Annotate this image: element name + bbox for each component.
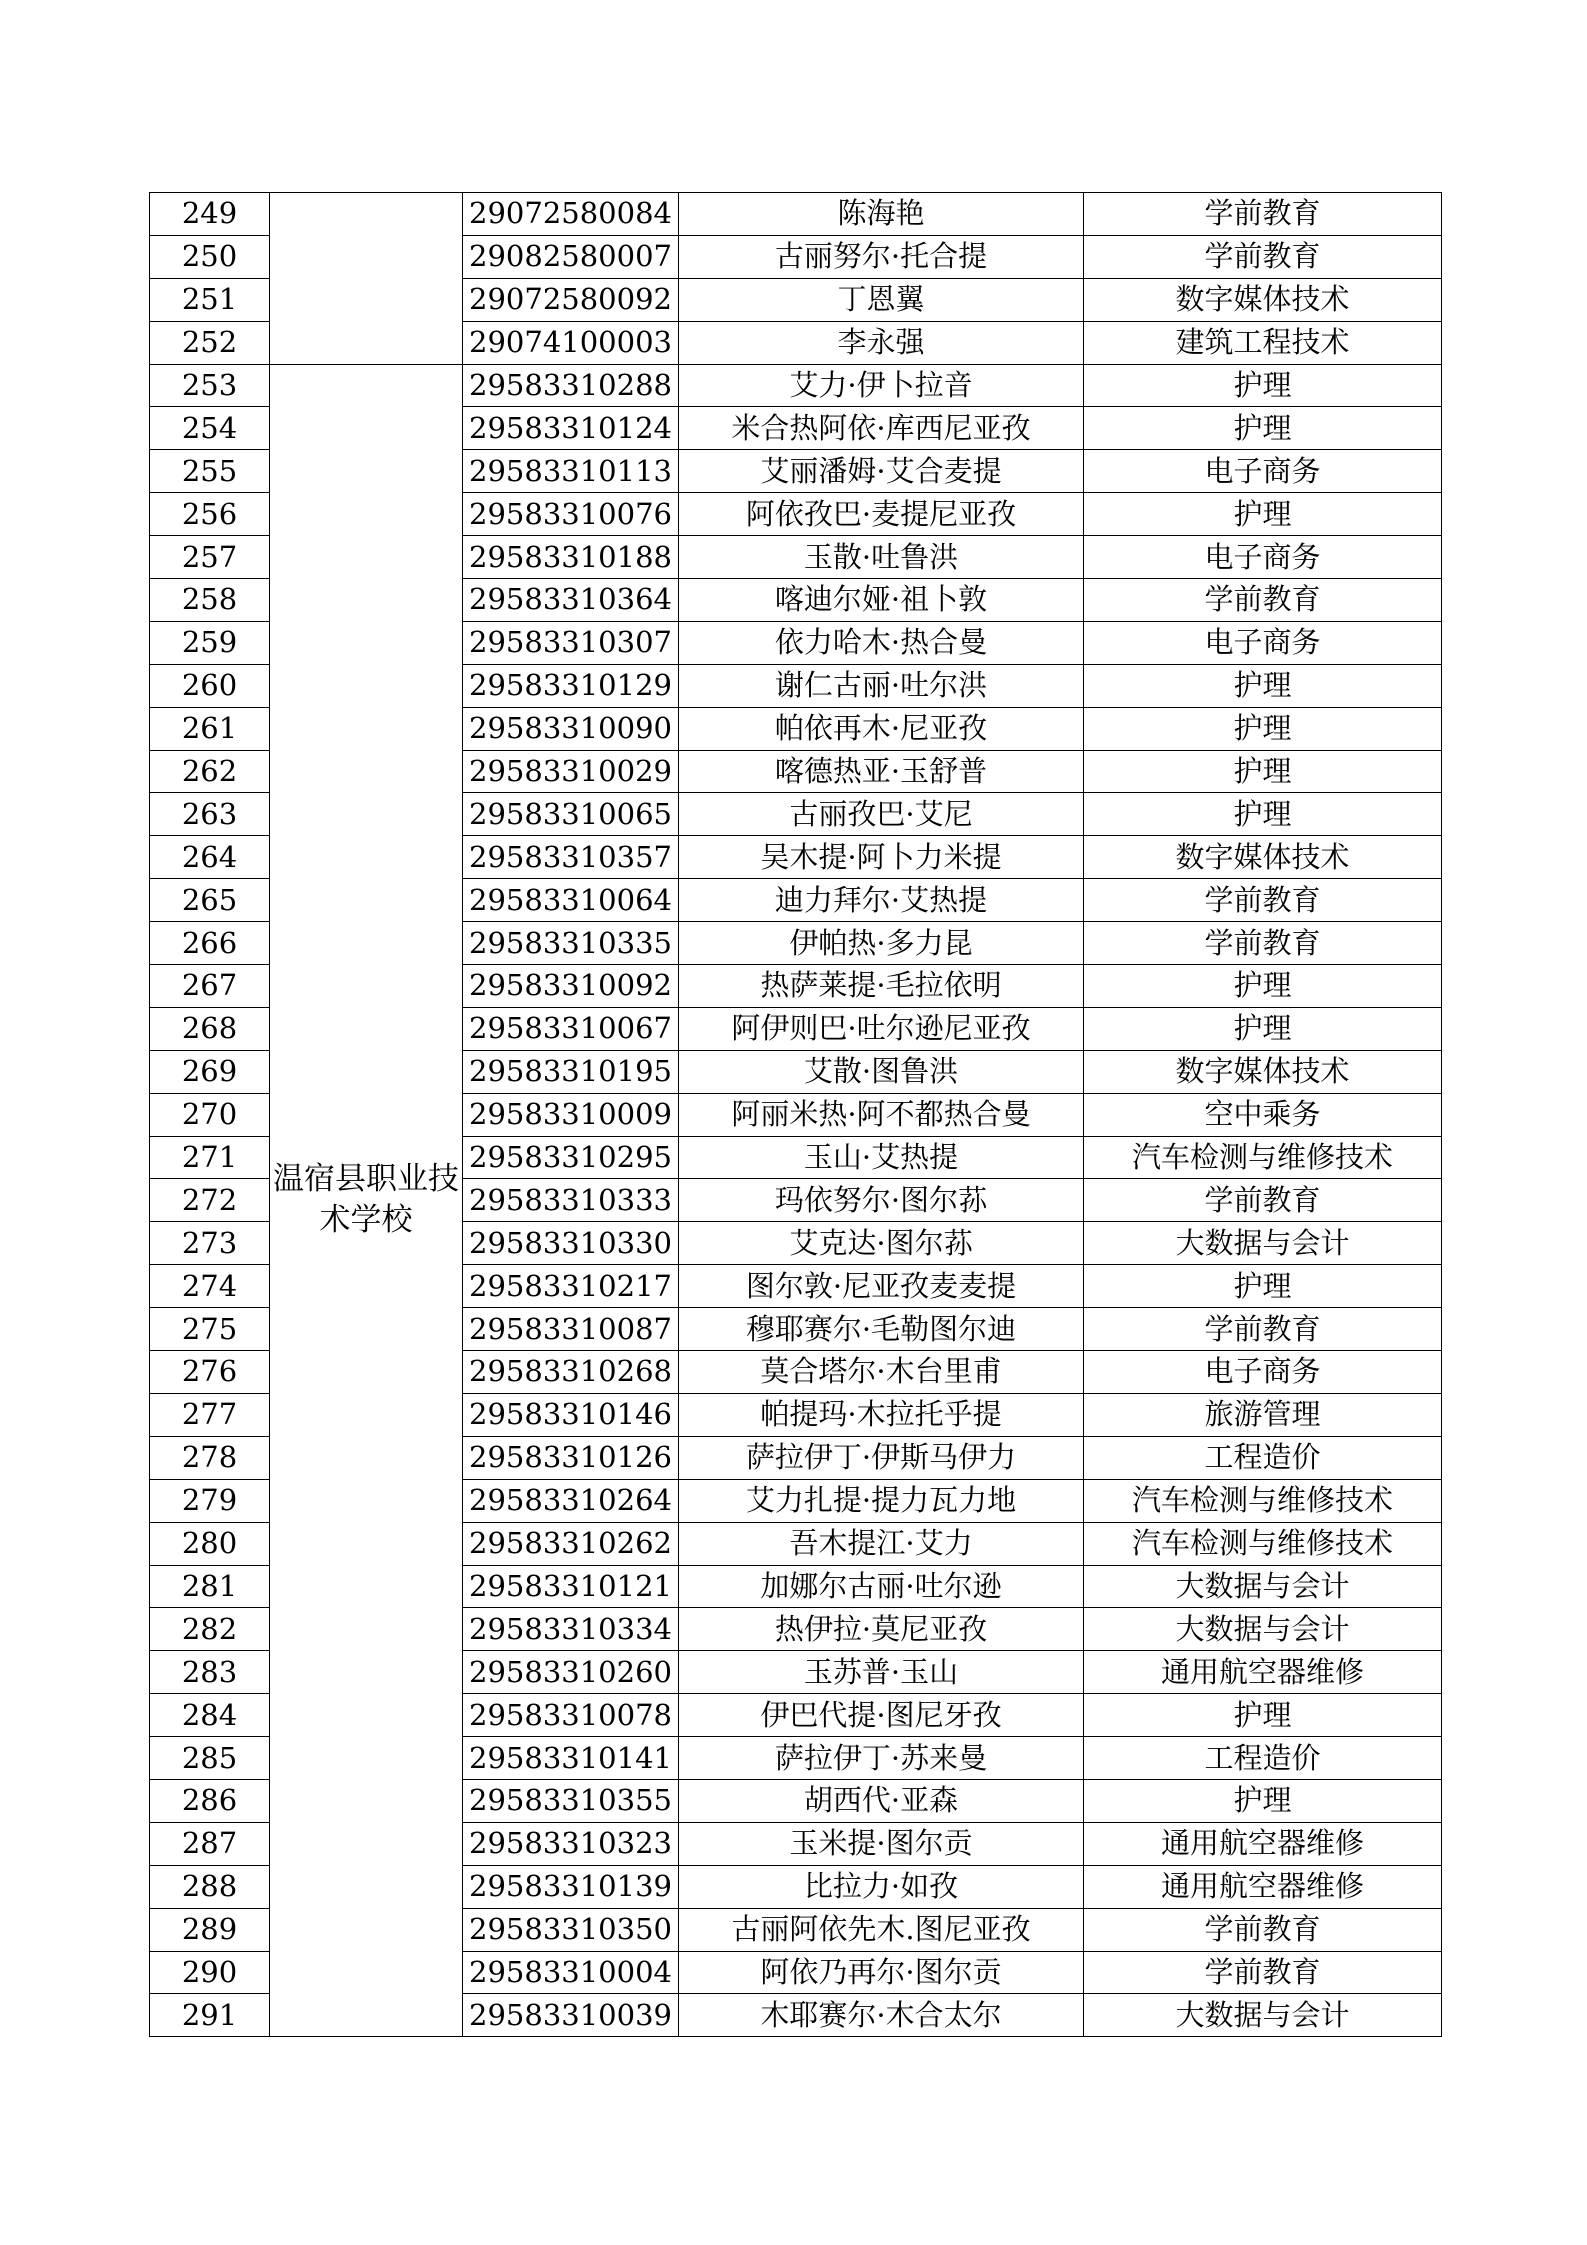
exam-id-cell: 29583310357 — [463, 836, 679, 879]
exam-id-cell: 29583310288 — [463, 364, 679, 407]
major-cell: 通用航空器维修 — [1084, 1865, 1442, 1908]
major-cell: 大数据与会计 — [1084, 1222, 1442, 1265]
exam-id-cell: 29583310330 — [463, 1222, 679, 1265]
row-number-cell: 278 — [150, 1436, 270, 1479]
row-number-cell: 265 — [150, 879, 270, 922]
row-number-cell: 252 — [150, 321, 270, 364]
exam-id-cell: 29583310067 — [463, 1007, 679, 1050]
exam-id-cell: 29583310065 — [463, 793, 679, 836]
row-number-cell: 251 — [150, 278, 270, 321]
row-number-cell: 289 — [150, 1908, 270, 1951]
exam-id-cell: 29583310004 — [463, 1951, 679, 1994]
row-number-cell: 263 — [150, 793, 270, 836]
student-table-body — [150, 193, 1442, 2037]
row-number-cell: 261 — [150, 707, 270, 750]
major-cell: 护理 — [1084, 493, 1442, 536]
student-name-cell: 伊巴代提·图尼牙孜 — [679, 1694, 1084, 1737]
student-name-cell: 古丽阿依先木.图尼亚孜 — [679, 1908, 1084, 1951]
major-cell: 护理 — [1084, 407, 1442, 450]
major-cell: 护理 — [1084, 1265, 1442, 1308]
exam-id-cell: 29583310334 — [463, 1608, 679, 1651]
major-cell: 护理 — [1084, 1007, 1442, 1050]
student-name-cell: 米合热阿依·库西尼亚孜 — [679, 407, 1084, 450]
student-name-cell: 比拉力·如孜 — [679, 1865, 1084, 1908]
school-line: 温宿县职业技 — [273, 1160, 459, 1197]
major-cell: 学前教育 — [1084, 193, 1442, 236]
exam-id-cell: 29583310355 — [463, 1779, 679, 1822]
exam-id-cell: 29583310264 — [463, 1479, 679, 1522]
exam-id-cell: 29583310146 — [463, 1393, 679, 1436]
major-cell: 数字媒体技术 — [1084, 278, 1442, 321]
major-cell: 护理 — [1084, 707, 1442, 750]
row-number-cell: 280 — [150, 1522, 270, 1565]
exam-id-cell: 29583310126 — [463, 1436, 679, 1479]
student-name-cell: 艾丽潘姆·艾合麦提 — [679, 450, 1084, 493]
student-name-cell: 萨拉伊丁·伊斯马伊力 — [679, 1436, 1084, 1479]
exam-id-cell: 29074100003 — [463, 321, 679, 364]
student-name-cell: 热伊拉·莫尼亚孜 — [679, 1608, 1084, 1651]
major-cell: 学前教育 — [1084, 1308, 1442, 1351]
student-name-cell: 热萨莱提·毛拉依明 — [679, 965, 1084, 1008]
major-cell: 数字媒体技术 — [1084, 836, 1442, 879]
student-name-cell: 古丽孜巴·艾尼 — [679, 793, 1084, 836]
student-name-cell: 木耶赛尔·木合太尔 — [679, 1994, 1084, 2037]
row-number-cell: 281 — [150, 1565, 270, 1608]
major-cell: 护理 — [1084, 1694, 1442, 1737]
exam-id-cell: 29583310323 — [463, 1822, 679, 1865]
school-cell — [270, 364, 463, 2037]
major-cell: 电子商务 — [1084, 536, 1442, 579]
row-number-cell: 268 — [150, 1007, 270, 1050]
major-cell: 工程造价 — [1084, 1737, 1442, 1780]
row-number-cell: 253 — [150, 364, 270, 407]
student-name-cell: 玛依努尔·图尔荪 — [679, 1179, 1084, 1222]
student-name-cell: 陈海艳 — [679, 193, 1084, 236]
student-name-cell: 喀德热亚·玉舒普 — [679, 750, 1084, 793]
row-number-cell: 272 — [150, 1179, 270, 1222]
major-cell: 学前教育 — [1084, 1951, 1442, 1994]
row-number-cell: 255 — [150, 450, 270, 493]
major-cell: 空中乘务 — [1084, 1093, 1442, 1136]
major-cell: 大数据与会计 — [1084, 1994, 1442, 2037]
major-cell: 学前教育 — [1084, 1179, 1442, 1222]
student-name-cell: 萨拉伊丁·苏来曼 — [679, 1737, 1084, 1780]
exam-id-cell: 29583310129 — [463, 664, 679, 707]
exam-id-cell: 29583310092 — [463, 965, 679, 1008]
student-name-cell: 吴木提·阿卜力米提 — [679, 836, 1084, 879]
row-number-cell: 279 — [150, 1479, 270, 1522]
row-number-cell: 276 — [150, 1351, 270, 1394]
major-cell: 学前教育 — [1084, 1908, 1442, 1951]
row-number-cell: 275 — [150, 1308, 270, 1351]
row-number-cell: 258 — [150, 579, 270, 622]
exam-id-cell: 29583310029 — [463, 750, 679, 793]
student-name-cell: 丁恩翼 — [679, 278, 1084, 321]
exam-id-cell: 29583310121 — [463, 1565, 679, 1608]
student-name-cell: 帕提玛·木拉托乎提 — [679, 1393, 1084, 1436]
major-cell: 学前教育 — [1084, 879, 1442, 922]
exam-id-cell: 29583310364 — [463, 579, 679, 622]
exam-id-cell: 29072580092 — [463, 278, 679, 321]
student-name-cell: 李永强 — [679, 321, 1084, 364]
exam-id-cell: 29583310295 — [463, 1136, 679, 1179]
student-name-cell: 阿伊则巴·吐尔逊尼亚孜 — [679, 1007, 1084, 1050]
row-number-cell: 286 — [150, 1779, 270, 1822]
row-number-cell: 285 — [150, 1737, 270, 1780]
school-line: 术学校 — [319, 1202, 413, 1239]
exam-id-cell: 29583310113 — [463, 450, 679, 493]
major-cell: 工程造价 — [1084, 1436, 1442, 1479]
exam-id-cell: 29583310335 — [463, 922, 679, 965]
row-number-cell: 271 — [150, 1136, 270, 1179]
student-name-cell: 阿丽米热·阿不都热合曼 — [679, 1093, 1084, 1136]
row-number-cell: 273 — [150, 1222, 270, 1265]
row-number-cell: 266 — [150, 922, 270, 965]
major-cell: 护理 — [1084, 664, 1442, 707]
major-cell: 护理 — [1084, 793, 1442, 836]
student-name-cell: 喀迪尔娅·祖卜敦 — [679, 579, 1084, 622]
major-cell: 护理 — [1084, 750, 1442, 793]
student-name-cell: 阿依乃再尔·图尔贡 — [679, 1951, 1084, 1994]
student-name-cell: 迪力拜尔·艾热提 — [679, 879, 1084, 922]
student-name-cell: 伊帕热·多力昆 — [679, 922, 1084, 965]
exam-id-cell: 29583310009 — [463, 1093, 679, 1136]
row-number-cell: 262 — [150, 750, 270, 793]
major-cell: 通用航空器维修 — [1084, 1822, 1442, 1865]
exam-id-cell: 29583310087 — [463, 1308, 679, 1351]
student-name-cell: 帕依再木·尼亚孜 — [679, 707, 1084, 750]
exam-id-cell: 29583310090 — [463, 707, 679, 750]
major-cell: 旅游管理 — [1084, 1393, 1442, 1436]
exam-id-cell: 29583310268 — [463, 1351, 679, 1394]
student-name-cell: 谢仁古丽·吐尔洪 — [679, 664, 1084, 707]
major-cell: 学前教育 — [1084, 235, 1442, 278]
major-cell: 大数据与会计 — [1084, 1565, 1442, 1608]
exam-id-cell: 29583310039 — [463, 1994, 679, 2037]
row-number-cell: 284 — [150, 1694, 270, 1737]
exam-id-cell: 29583310217 — [463, 1265, 679, 1308]
row-number-cell: 254 — [150, 407, 270, 450]
row-number-cell: 282 — [150, 1608, 270, 1651]
major-cell: 电子商务 — [1084, 450, 1442, 493]
exam-id-cell: 29583310350 — [463, 1908, 679, 1951]
student-name-cell: 玉散·吐鲁洪 — [679, 536, 1084, 579]
row-number-cell: 250 — [150, 235, 270, 278]
exam-id-cell: 29583310064 — [463, 879, 679, 922]
row-number-cell: 257 — [150, 536, 270, 579]
row-number-cell: 259 — [150, 621, 270, 664]
student-name-cell: 艾散·图鲁洪 — [679, 1050, 1084, 1093]
exam-id-cell: 29583310195 — [463, 1050, 679, 1093]
row-number-cell: 260 — [150, 664, 270, 707]
exam-id-cell: 29583310333 — [463, 1179, 679, 1222]
major-cell: 大数据与会计 — [1084, 1608, 1442, 1651]
row-number-cell: 277 — [150, 1393, 270, 1436]
row-number-cell: 269 — [150, 1050, 270, 1093]
student-name-cell: 玉苏普·玉山 — [679, 1651, 1084, 1694]
exam-id-cell: 29082580007 — [463, 235, 679, 278]
major-cell: 汽车检测与维修技术 — [1084, 1479, 1442, 1522]
row-number-cell: 267 — [150, 965, 270, 1008]
row-number-cell: 249 — [150, 193, 270, 236]
student-table — [149, 192, 1442, 2037]
major-cell: 通用航空器维修 — [1084, 1651, 1442, 1694]
student-name-cell: 玉山·艾热提 — [679, 1136, 1084, 1179]
major-cell: 护理 — [1084, 1779, 1442, 1822]
major-cell: 汽车检测与维修技术 — [1084, 1522, 1442, 1565]
table-row — [150, 193, 1442, 236]
student-name-cell: 莫合塔尔·木台里甫 — [679, 1351, 1084, 1394]
exam-id-cell: 29583310076 — [463, 493, 679, 536]
school-cell — [270, 193, 463, 365]
student-name-cell: 艾克达·图尔荪 — [679, 1222, 1084, 1265]
row-number-cell: 288 — [150, 1865, 270, 1908]
student-name-cell: 玉米提·图尔贡 — [679, 1822, 1084, 1865]
major-cell: 学前教育 — [1084, 922, 1442, 965]
student-name-cell: 胡西代·亚森 — [679, 1779, 1084, 1822]
student-name-cell: 穆耶赛尔·毛勒图尔迪 — [679, 1308, 1084, 1351]
exam-id-cell: 29072580084 — [463, 193, 679, 236]
row-number-cell: 287 — [150, 1822, 270, 1865]
student-name-cell: 吾木提江·艾力 — [679, 1522, 1084, 1565]
major-cell: 电子商务 — [1084, 621, 1442, 664]
exam-id-cell: 29583310188 — [463, 536, 679, 579]
exam-id-cell: 29583310141 — [463, 1737, 679, 1780]
major-cell: 电子商务 — [1084, 1351, 1442, 1394]
student-name-cell: 艾力·伊卜拉音 — [679, 364, 1084, 407]
major-cell: 学前教育 — [1084, 579, 1442, 622]
major-cell: 护理 — [1084, 364, 1442, 407]
row-number-cell: 291 — [150, 1994, 270, 2037]
major-cell: 汽车检测与维修技术 — [1084, 1136, 1442, 1179]
row-number-cell: 264 — [150, 836, 270, 879]
major-cell: 数字媒体技术 — [1084, 1050, 1442, 1093]
row-number-cell: 290 — [150, 1951, 270, 1994]
exam-id-cell: 29583310139 — [463, 1865, 679, 1908]
exam-id-cell: 29583310262 — [463, 1522, 679, 1565]
row-number-cell: 283 — [150, 1651, 270, 1694]
row-number-cell: 256 — [150, 493, 270, 536]
major-cell: 护理 — [1084, 965, 1442, 1008]
major-cell: 建筑工程技术 — [1084, 321, 1442, 364]
student-name-cell: 加娜尔古丽·吐尔逊 — [679, 1565, 1084, 1608]
student-name-cell: 阿依孜巴·麦提尼亚孜 — [679, 493, 1084, 536]
exam-id-cell: 29583310078 — [463, 1694, 679, 1737]
exam-id-cell: 29583310260 — [463, 1651, 679, 1694]
student-name-cell: 古丽努尔·托合提 — [679, 235, 1084, 278]
exam-id-cell: 29583310124 — [463, 407, 679, 450]
row-number-cell: 274 — [150, 1265, 270, 1308]
row-number-cell: 270 — [150, 1093, 270, 1136]
exam-id-cell: 29583310307 — [463, 621, 679, 664]
student-name-cell: 依力哈木·热合曼 — [679, 621, 1084, 664]
table-row — [150, 364, 1442, 407]
student-name-cell: 艾力扎提·提力瓦力地 — [679, 1479, 1084, 1522]
student-name-cell: 图尔敦·尼亚孜麦麦提 — [679, 1265, 1084, 1308]
